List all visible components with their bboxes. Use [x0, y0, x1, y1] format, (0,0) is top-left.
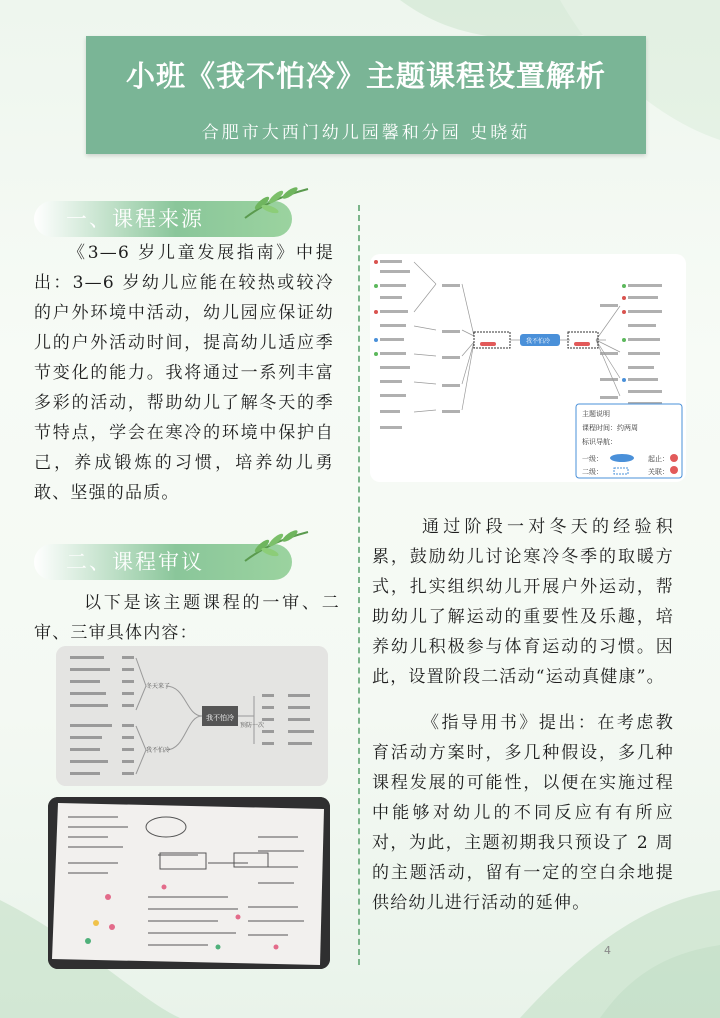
right-paragraph-2: 《指导用书》提出：在考虑教育活动方案时，多几种假设，多几种课程发展的可能性，以便在实施过程中能够对幼儿的不同反应有有所应对，为此，主题初期我只预设了 2 周的主题活动，留有一定的空白余地提供给幼儿进行活动的延伸。 [372, 713, 674, 913]
legend-start: 起止： [648, 455, 669, 463]
legend-nav: 标识导航： [582, 438, 617, 446]
leaf-sprig-icon [240, 526, 310, 566]
section-heading-review [34, 544, 292, 580]
legend-level2: 二级： [582, 468, 603, 476]
page-title: 小班《我不怕冷》主题课程设置解析 [125, 59, 606, 93]
legend-link: 关联： [648, 468, 669, 476]
section-review-body: 以下是该主题课程的一审、二审、三审具体内容： [34, 593, 340, 643]
legend-level1: 一级： [582, 455, 603, 463]
mindmap-center-node: 我不怕冷 [206, 714, 234, 722]
mindmap-branch-top: 冬天来了 [146, 683, 171, 690]
legend-time: 课程时间：约两周 [582, 424, 638, 432]
mindmap-branch-bottom: 我不怕冷 [146, 747, 171, 754]
section-heading-label: 一、课程来源 [66, 207, 204, 231]
mindmap-center-node: 我不怕冷 [526, 338, 551, 345]
section-source-body: 《3—6 岁儿童发展指南》中提出：3—6 岁幼儿应能在较热或较冷的户外环境中活动，幼儿园应保证幼儿的户外活动时间，提高幼儿适应季节变化的能力。我将通过一系列丰富多彩的活动，帮助幼儿了解冬天的季节特点，学会在寒冷的环境中保护自己，养成锻炼的习惯，培养幼儿勇敢、坚强的品质。 [34, 243, 334, 503]
section-heading-label: 二、课程审议 [66, 550, 204, 574]
section-heading-source [34, 201, 292, 237]
page-number: 4 [604, 944, 611, 957]
legend-title: 主题说明 [582, 410, 610, 418]
mindmap-branch-right: 预防一次 [240, 722, 265, 729]
author-line: 合肥市大西门幼儿园馨和分园 史晓茹 [201, 123, 531, 143]
right-paragraph-1: 通过阶段一对冬天的经验积累，鼓励幼儿讨论寒冷冬季的取暖方式，扎实组织幼儿开展户外运动，帮助幼儿了解运动的重要性及乐趣，培养幼儿积极参与体育运动的习惯。因此，设置阶段二活动“运动真健康”。 [372, 517, 674, 687]
mindmap-photo-handwritten [48, 797, 330, 969]
leaf-sprig-icon [240, 183, 310, 223]
mindmap-digital [370, 254, 686, 482]
title-banner [86, 36, 646, 154]
mindmap-photo-printed [56, 646, 328, 786]
column-divider [358, 205, 360, 965]
